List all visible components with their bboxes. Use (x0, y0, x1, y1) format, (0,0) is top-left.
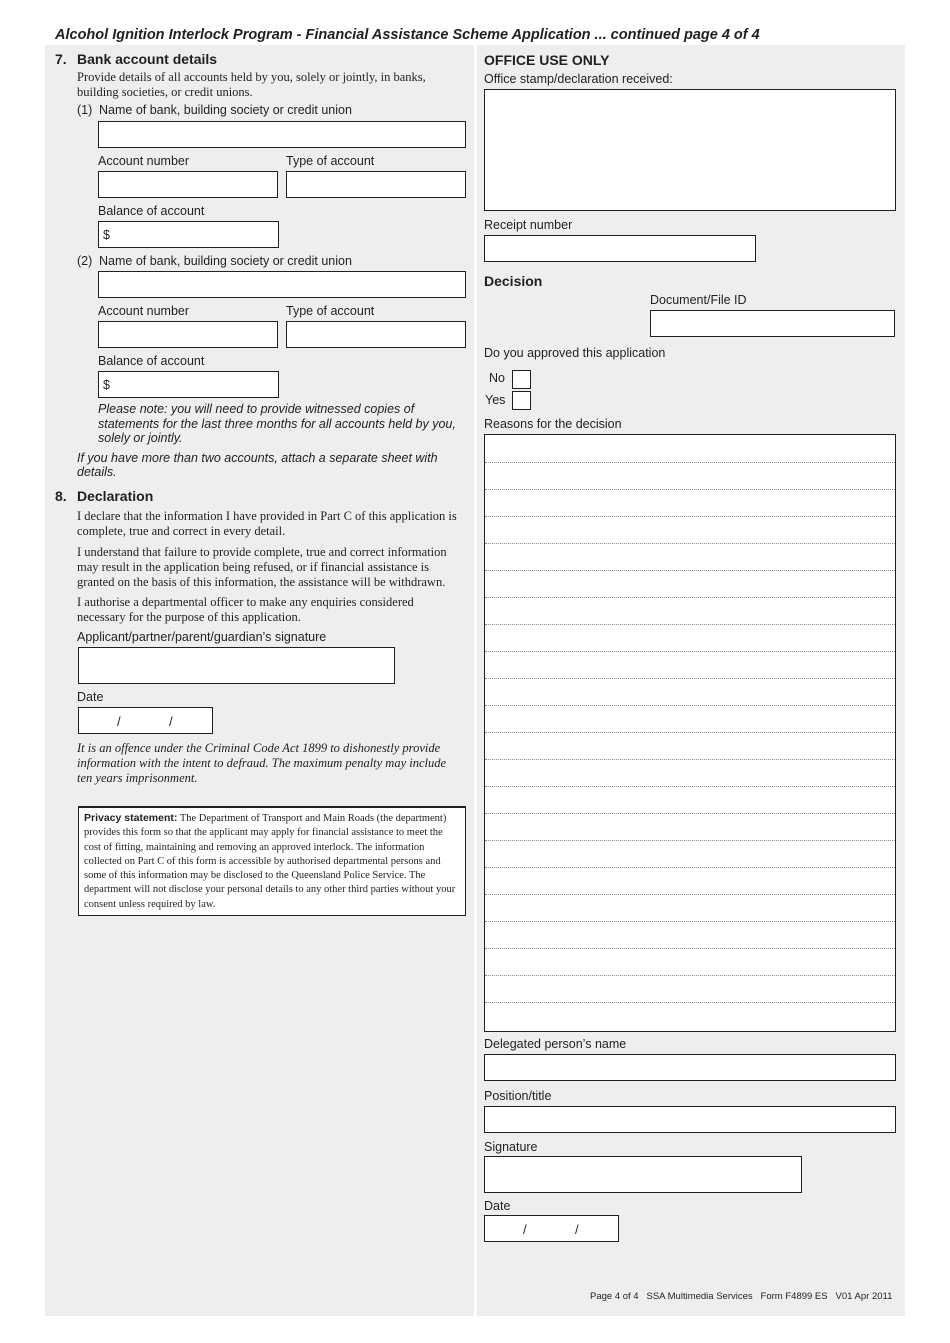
account-2-bank-label: Name of bank, building society or credit union (99, 254, 352, 268)
position-title-label: Position/title (484, 1089, 552, 1103)
ruled-line (485, 840, 895, 841)
ruled-line (485, 759, 895, 760)
account-2-bank-name-input[interactable] (98, 271, 466, 298)
approval-yes-checkbox[interactable] (512, 391, 531, 410)
office-date-label: Date (484, 1199, 511, 1213)
account-2-balance-input[interactable] (98, 371, 279, 398)
declaration-paragraph-1: I declare that the information I have provided in Part C of this application is complete, true and correct in every detail. (77, 509, 457, 538)
account-2-type-input[interactable] (286, 321, 466, 348)
privacy-title: Privacy statement: (84, 812, 178, 824)
applicant-signature-box[interactable] (78, 647, 395, 684)
account-1-index: (1) (77, 103, 93, 117)
approval-question: Do you approved this application (484, 346, 666, 360)
ruled-line (485, 489, 895, 490)
approval-yes-label: Yes (485, 393, 506, 407)
offence-warning: It is an offence under the Criminal Code Act 1899 to dishonestly provide information with the intent to defraud. The maximum penalty may include ten years imprisonment. (77, 741, 447, 785)
declaration-paragraph-3: I authorise a departmental officer to make any enquiries considered necessary for the purpose of this application. (77, 595, 414, 624)
office-stamp-label: Office stamp/declaration received: (484, 72, 673, 86)
date-separator: / (169, 714, 173, 729)
ruled-line (485, 786, 895, 787)
account-1-currency: $ (103, 228, 110, 242)
date-separator: / (575, 1222, 579, 1237)
account-2-index: (2) (77, 254, 93, 268)
account-2-number-input[interactable] (98, 321, 278, 348)
ruled-line (485, 543, 895, 544)
account-1-balance-input[interactable] (98, 221, 279, 248)
section-8-title: Declaration (77, 488, 154, 504)
privacy-text: The Department of Transport and Main Roads (the department) provides this form so that the applicant may apply for financial assistance to meet the cost of fitting, maintaining and removing an approved interlock. The information collected on Part C of this form is accessible by authorised departmental persons and some of this information may be disclosed to the Queensland Police Service. The department will not disclose your personal details to any other third parties without your consent unless required by law. (84, 813, 456, 910)
ruled-line (485, 597, 895, 598)
ruled-line (485, 651, 895, 652)
account-1-type-input[interactable] (286, 171, 466, 198)
delegated-person-input[interactable] (484, 1054, 896, 1081)
office-date-input[interactable] (484, 1215, 619, 1242)
approval-no-label: No (489, 371, 505, 385)
office-use-title: OFFICE USE ONLY (484, 52, 610, 68)
document-file-id-input[interactable] (650, 310, 895, 337)
approval-no-checkbox[interactable] (512, 370, 531, 389)
account-2-balance-label: Balance of account (98, 354, 205, 368)
delegated-person-label: Delegated person’s name (484, 1037, 627, 1051)
ruled-line (485, 462, 895, 463)
account-2-type-label: Type of account (286, 304, 375, 318)
receipt-number-input[interactable] (484, 235, 756, 262)
privacy-statement-box (78, 806, 466, 916)
account-1-number-label: Account number (98, 154, 190, 168)
applicant-signature-label: Applicant/partner/parent/guardian’s signature (77, 630, 327, 644)
account-1-bank-name-input[interactable] (98, 121, 466, 148)
account-2-number-label: Account number (98, 304, 190, 318)
reasons-textarea[interactable] (484, 434, 896, 1032)
ruled-line (485, 705, 895, 706)
section-7-number: 7. (55, 51, 67, 67)
applicant-date-input[interactable] (78, 707, 213, 734)
date-separator: / (523, 1222, 527, 1237)
office-signature-label: Signature (484, 1140, 538, 1154)
account-2-currency: $ (103, 378, 110, 392)
ruled-line (485, 516, 895, 517)
page-header-title: Alcohol Ignition Interlock Program - Financial Assistance Scheme Application ... continued page 4 of 4 (55, 27, 760, 43)
section-8-number: 8. (55, 488, 67, 504)
ruled-line (485, 867, 895, 868)
ruled-line (485, 678, 895, 679)
office-signature-box[interactable] (484, 1156, 802, 1193)
account-1-number-input[interactable] (98, 171, 278, 198)
ruled-line (485, 570, 895, 571)
date-separator: / (117, 714, 121, 729)
section-7-intro: Provide details of all accounts held by you, solely or jointly, in banks, building societies, or credit unions. (77, 70, 426, 99)
account-1-bank-label: Name of bank, building society or credit union (99, 103, 352, 117)
ruled-line (485, 732, 895, 733)
receipt-number-label: Receipt number (484, 218, 573, 232)
document-file-id-label: Document/File ID (650, 293, 747, 307)
ruled-line (485, 975, 895, 976)
account-1-balance-label: Balance of account (98, 204, 205, 218)
ruled-line (485, 1002, 895, 1003)
ruled-line (485, 894, 895, 895)
account-1-type-label: Type of account (286, 154, 375, 168)
position-title-input[interactable] (484, 1106, 896, 1133)
ruled-line (485, 624, 895, 625)
more-accounts-note: If you have more than two accounts, attach a separate sheet with details. (77, 451, 438, 479)
applicant-date-label: Date (77, 690, 104, 704)
ruled-line (485, 921, 895, 922)
statements-note: Please note: you will need to provide witnessed copies of statements for the last three months for all accounts held by you, solely or jointly. (98, 402, 456, 445)
ruled-line (485, 813, 895, 814)
office-stamp-box[interactable] (484, 89, 896, 211)
footer-text: Page 4 of 4 SSA Multimedia Services Form F4899 ES V01 Apr 2011 (590, 1291, 893, 1302)
section-7-title: Bank account details (77, 51, 218, 67)
ruled-line (485, 948, 895, 949)
decision-title: Decision (484, 273, 543, 289)
reasons-label: Reasons for the decision (484, 417, 622, 431)
declaration-paragraph-2: I understand that failure to provide complete, true and correct information may result in the application being refused, or if financial assistance is granted on the basis of this information, the assistance will be withdrawn. (77, 545, 447, 589)
